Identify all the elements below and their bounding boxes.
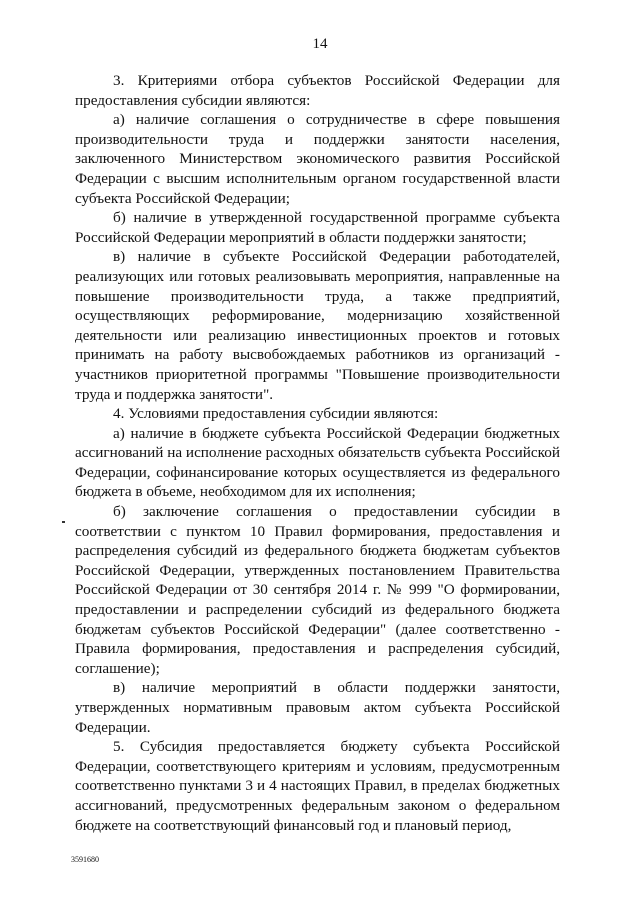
page-number: 14 [312,36,328,52]
paragraph-3-criteria: 3. Критериями отбора субъектов Российской Федерации для предоставления субсидии являются: [75,72,560,109]
document-code: 3591680 [71,855,99,864]
paragraph-4a: а) наличие в бюджете субъекта Российской Федерации бюджетных ассигнований на исполнение расходных обязательств субъекта Российской Федерации, софинансирование которых осуществляется из федерального бюджета в объеме, необходимом для их исполнения; [75,424,560,501]
paragraph-3a: а) наличие соглашения о сотрудничестве в сфере повышения производительности труда и поддержки занятости населения, заключенного Министерством экономического развития Российской Федерации с высшим исполнительным органом государственной власти субъекта Российской Федерации; [75,111,560,207]
paragraph-5: 5. Субсидия предоставляется бюджету субъекта Российской Федерации, соответствующего критериям и условиям, предусмотренным соответственно пунктами 3 и 4 настоящих Правил, в пределах бюджетных ассигнований, предусмотренных федеральным законом о федеральном бюджете на соответствующий финансовый год и плановый период, [75,738,560,834]
paragraph-4b: б) заключение соглашения о предоставлении субсидии в соответствии с пунктом 10 Правил формирования, предоставления и распределения субсидий из федерального бюджета бюджетам субъектов Российской Федерации, утвержденных постановлением Правительства Российской Федерации от 30 сентября 2014 г. № 999 "О формировании, предоставлении и распределении субсидий из федерального бюджета бюджетам субъектов Российской Федерации" (далее соответственно - Правила формирования, предоставления и распределения субсидий, соглашение); [75,503,560,677]
paragraph-3b: б) наличие в утвержденной государственной программе субъекта Российской Федерации мероприятий в области поддержки занятости; [75,209,560,246]
paragraph-4-conditions: 4. Условиями предоставления субсидии являются: [113,405,439,423]
margin-mark [62,521,65,523]
paragraph-4c: в) наличие мероприятий в области поддержки занятости, утвержденных нормативным правовым актом субъекта Российской Федерации. [75,679,560,736]
paragraph-3c: в) наличие в субъекте Российской Федерации работодателей, реализующих или готовых реализовывать мероприятия, направленные на повышение производительности труда, а также предприятий, осуществляющих реформирование, модернизацию хозяйственной деятельности или реализацию инвестиционных проектов и готовых принимать на работу высвобождаемых работников из организаций - участников приоритетной программы "Повышение производительности труда и поддержка занятости". [75,248,560,403]
document-body [75,71,560,835]
